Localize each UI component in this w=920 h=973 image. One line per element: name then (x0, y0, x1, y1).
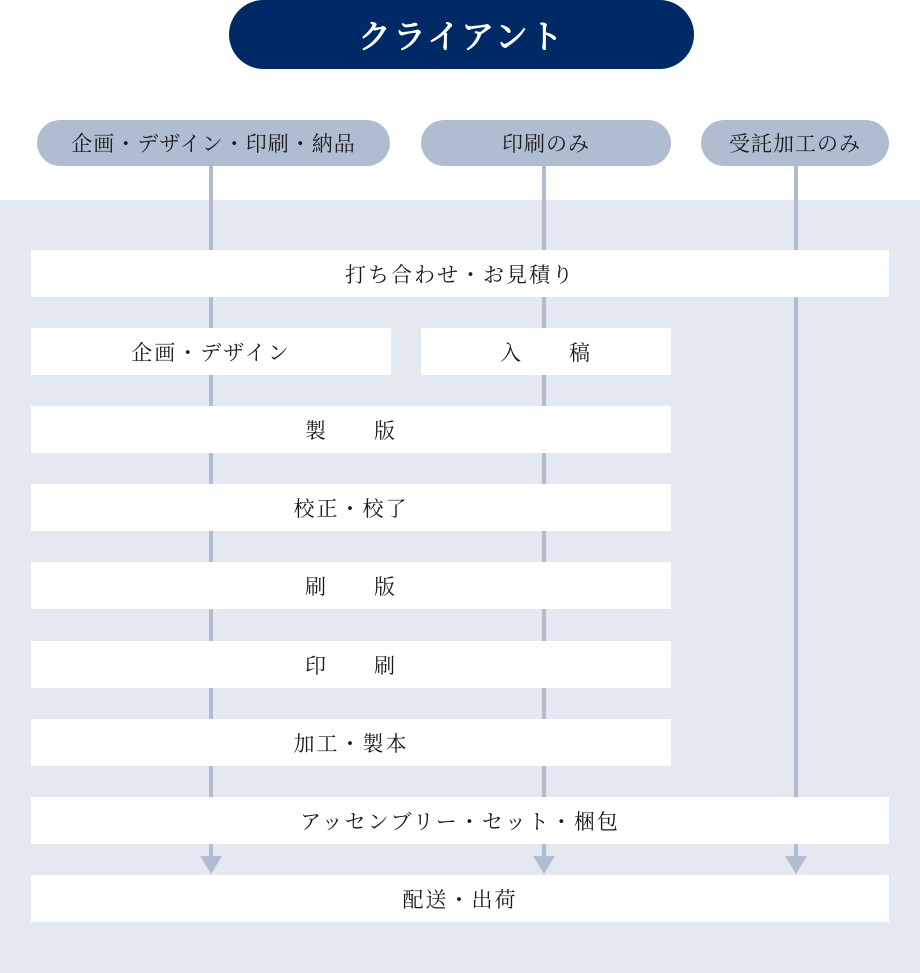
route-3-connector-lower (794, 844, 798, 856)
step-printing-plate: 刷 版 (31, 562, 671, 609)
step-submission: 入 稿 (421, 328, 671, 375)
step-proofing: 校正・校了 (31, 484, 671, 531)
route-pill-contract-processing: 受託加工のみ (701, 120, 889, 166)
route-1-arrow-icon (200, 856, 222, 874)
step-meeting-estimate: 打ち合わせ・お見積り (31, 250, 889, 297)
route-pill-full-service: 企画・デザイン・印刷・納品 (37, 120, 390, 166)
step-assembly-packing: アッセンブリー・セット・梱包 (31, 797, 889, 844)
step-printing: 印 刷 (31, 641, 671, 688)
step-processing-binding: 加工・製本 (31, 719, 671, 766)
route-3-arrow-icon (785, 856, 807, 874)
route-pill-print-only: 印刷のみ (421, 120, 671, 166)
step-delivery-shipping: 配送・出荷 (31, 875, 889, 922)
step-planning-design: 企画・デザイン (31, 328, 391, 375)
route-2-arrow-icon (533, 856, 555, 874)
client-header: クライアント (229, 0, 694, 69)
step-plate-making: 製 版 (31, 406, 671, 453)
